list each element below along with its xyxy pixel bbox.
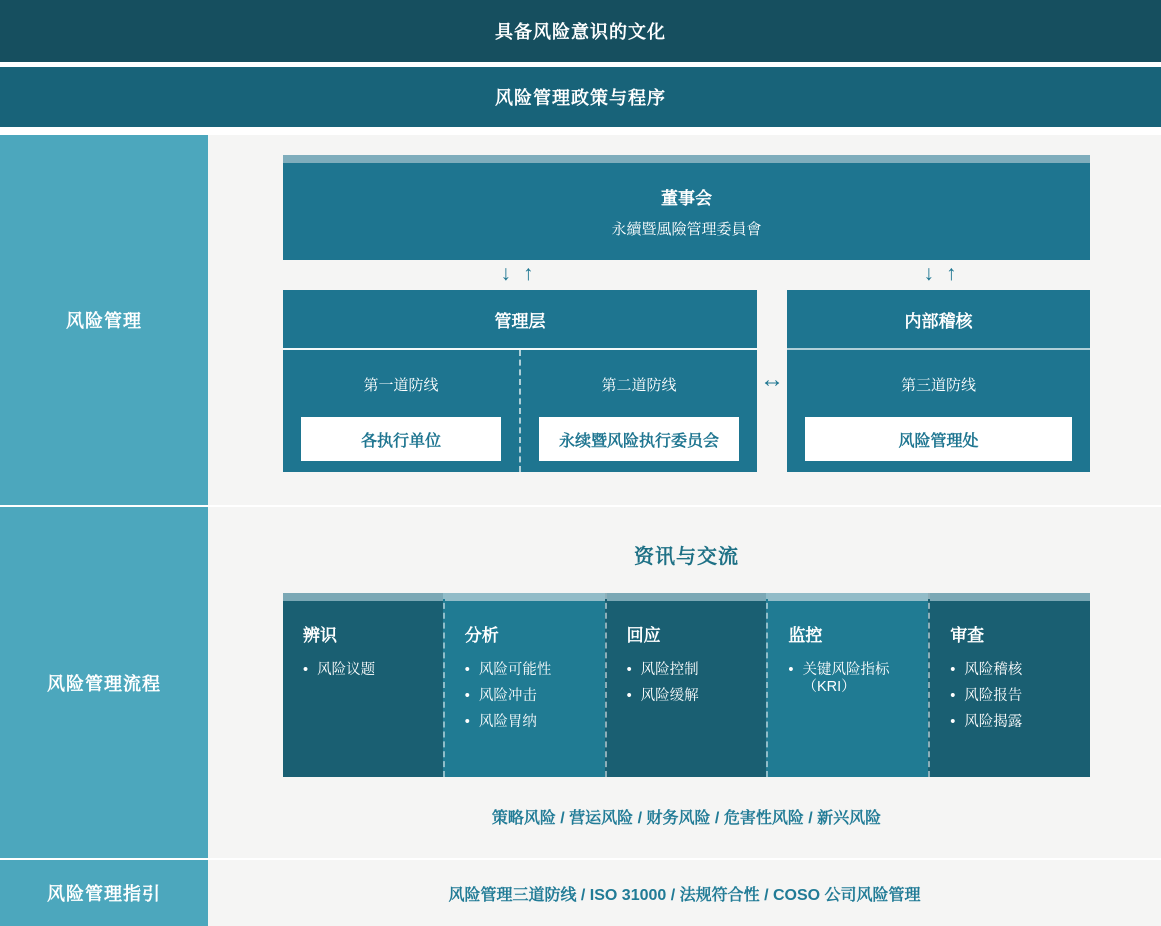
internal-audit-box <box>787 290 1090 472</box>
column-top-strip <box>768 593 928 601</box>
board-box-top-strip <box>283 155 1090 163</box>
column-top-strip <box>445 593 605 601</box>
board-subtitle: 永續暨風險管理委員會 <box>611 221 762 238</box>
column-top-strip <box>607 593 767 601</box>
bullet-icon: • <box>950 714 956 730</box>
bullet-icon: • <box>626 662 632 678</box>
list-item-label: 风险稽核 <box>964 662 1023 678</box>
column-header-review: 审查 <box>950 626 985 645</box>
third-line-of-defense-cell <box>787 350 1090 472</box>
internal-audit-title: 内部稽核 <box>787 290 1090 350</box>
column-header-monitor: 监控 <box>788 626 823 645</box>
sidebar-label-risk-process: 风险管理流程 <box>47 673 161 694</box>
sidebar-section-risk-guidelines <box>0 860 208 926</box>
column-top-strip <box>930 593 1090 601</box>
list-item-label: 风险可能性 <box>478 662 552 678</box>
up-arrow-icon: ↑ <box>523 262 534 285</box>
risk-types-line: 策略风险 / 营运风险 / 财务风险 / 危害性风险 / 新兴风险 <box>491 809 882 827</box>
left-right-arrow-icon: ↔ <box>760 366 784 393</box>
down-arrow-icon: ↓ <box>923 262 934 285</box>
column-list <box>303 662 433 679</box>
down-arrow-icon: ↓ <box>500 262 511 285</box>
guidelines-line: 风险管理三道防线 / ISO 31000 / 法规符合性 / COSO 公司风险管理 <box>448 886 921 904</box>
up-arrow-icon: ↑ <box>946 262 957 285</box>
first-line-label: 第一道防线 <box>363 377 439 394</box>
risk-policy-label: 风险管理政策与程序 <box>495 88 666 108</box>
board-management-arrows <box>462 260 572 288</box>
first-line-unit-box: 各执行单位 <box>301 417 501 461</box>
bullet-icon: • <box>950 688 956 704</box>
bullet-icon: • <box>464 662 470 678</box>
board-audit-arrows <box>885 260 995 288</box>
column-top-strip <box>283 593 443 601</box>
process-column-review <box>928 593 1090 777</box>
column-list <box>788 662 918 696</box>
column-header-identify: 辨识 <box>303 626 337 645</box>
process-columns <box>283 593 1090 777</box>
column-header-respond: 回应 <box>626 626 661 645</box>
process-column-respond <box>605 593 767 777</box>
list-item <box>465 688 595 705</box>
management-box <box>283 290 757 472</box>
second-line-unit-box: 永续暨风险执行委员会 <box>539 417 739 461</box>
list-item-label: 风险冲击 <box>478 688 537 704</box>
third-line-label: 第三道防线 <box>900 377 976 394</box>
list-item <box>950 714 1080 731</box>
process-column-monitor <box>766 593 928 777</box>
list-item <box>465 662 595 679</box>
list-item-label: 风险控制 <box>640 662 699 678</box>
process-column-analyze <box>443 593 605 777</box>
list-item-label: 风险胃纳 <box>478 714 537 730</box>
bullet-icon: • <box>626 688 632 704</box>
second-line-of-defense-cell <box>519 350 757 472</box>
risk-policy-bar <box>0 67 1161 127</box>
board-title: 董事会 <box>661 189 712 208</box>
sidebar-label-risk-guidelines: 风险管理指引 <box>47 884 161 904</box>
management-title: 管理层 <box>283 290 757 350</box>
sidebar-section-risk-management <box>0 135 208 505</box>
information-communication-title: 资讯与交流 <box>634 545 739 568</box>
management-body <box>283 350 757 472</box>
list-item <box>950 688 1080 705</box>
bullet-icon: • <box>788 662 794 678</box>
sidebar-label-risk-management: 风险管理 <box>66 311 142 331</box>
second-line-label: 第二道防线 <box>601 377 677 394</box>
bullet-icon: • <box>464 714 470 730</box>
risk-culture-bar <box>0 0 1161 62</box>
board-box <box>283 155 1090 260</box>
column-list <box>950 662 1080 731</box>
list-item <box>627 688 757 705</box>
list-item-label: 风险议题 <box>317 662 376 678</box>
column-list <box>465 662 595 731</box>
sidebar-section-risk-process <box>0 507 208 858</box>
bullet-icon: • <box>950 662 956 678</box>
list-item-label: 风险报告 <box>964 688 1023 704</box>
bullet-icon: • <box>303 662 309 678</box>
risk-culture-label: 具备风险意识的文化 <box>495 22 666 42</box>
list-item-label: 关键风险指标（KRI） <box>802 662 890 695</box>
list-item <box>950 662 1080 679</box>
first-line-of-defense-cell <box>283 350 519 472</box>
column-header-analyze: 分析 <box>464 626 499 645</box>
list-item-label: 风险揭露 <box>964 714 1023 730</box>
process-column-identify <box>283 593 443 777</box>
list-item <box>627 662 757 679</box>
list-item <box>788 662 918 696</box>
third-line-unit-box: 风险管理处 <box>805 417 1072 461</box>
column-list <box>627 662 757 705</box>
internal-audit-body <box>787 350 1090 472</box>
list-item <box>303 662 433 679</box>
board-box-body <box>283 163 1090 260</box>
list-item-label: 风险缓解 <box>640 688 699 704</box>
bullet-icon: • <box>464 688 470 704</box>
list-item <box>465 714 595 731</box>
